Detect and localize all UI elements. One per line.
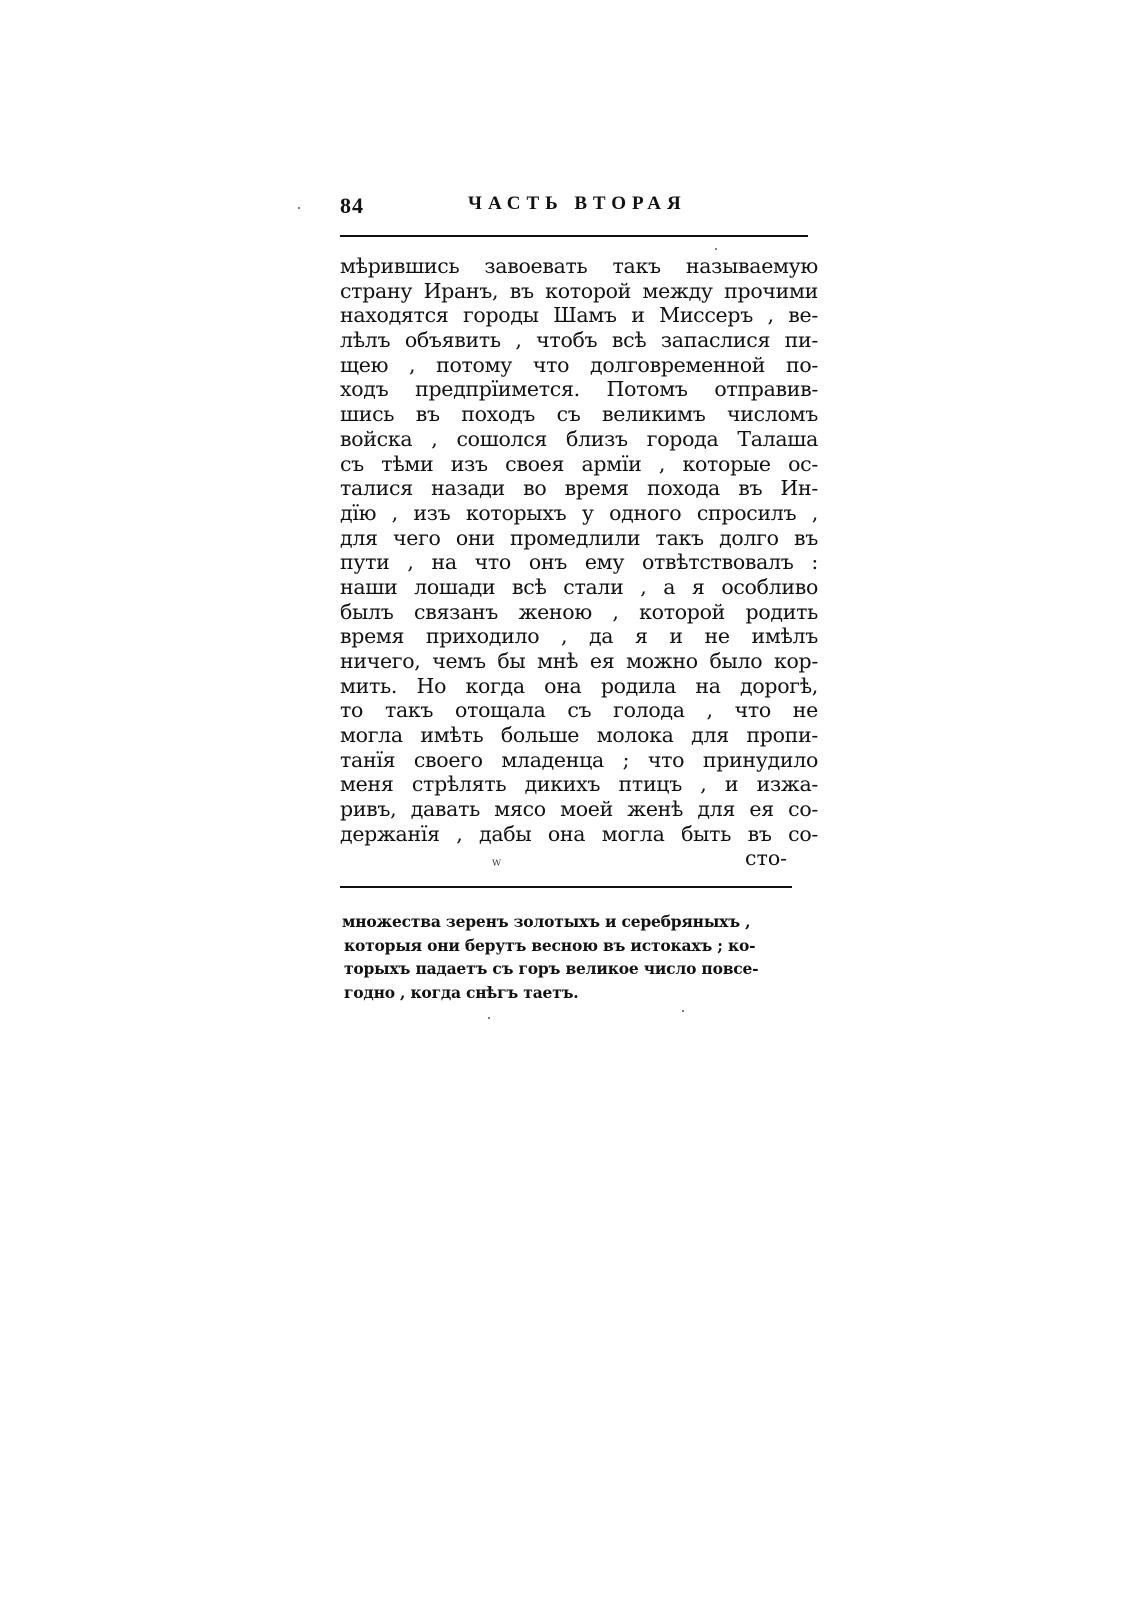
footnote-line: годно , когда снѣгъ таетъ. <box>344 982 579 1002</box>
text-line: шись въ походъ съ великимъ числомъ <box>340 402 818 427</box>
running-head: ЧАСТЬ ВТОРАЯ <box>468 193 687 214</box>
text-line: для чего они промедлили такъ долго въ <box>340 525 818 550</box>
header-rule <box>340 235 808 237</box>
text-line: страну Иранъ, въ которой между прочими <box>340 278 818 303</box>
text-line: войска , сошолся близъ города Талаша <box>340 426 818 451</box>
text-line: время приходило , да я и не имѣлъ <box>340 624 818 649</box>
text-line: ривъ, давать мясо моей женѣ для ея со- <box>340 797 818 822</box>
text-line: то такъ отощала съ голода , что не <box>340 698 818 723</box>
text-line: ходъ предпрїимется. Потомъ отправив- <box>340 377 818 402</box>
text-line: лѣлъ объявить , чтобъ всѣ запаслися пи- <box>340 328 818 353</box>
footnote <box>342 910 812 1004</box>
text-line: меня стрѣлять дикихъ птицъ , и изжа- <box>340 772 818 797</box>
text-line: съ тѣми изъ своея армїи , которые ос- <box>340 451 818 476</box>
scan-speck <box>298 207 300 209</box>
text-line: держанїя , дабы она могла быть въ со- <box>340 821 818 846</box>
text-line: мѣрившись завоевать такъ называемую <box>340 254 818 278</box>
catchword: сто- <box>745 846 788 870</box>
footnote-rule <box>340 886 792 888</box>
text-line: мить. Но когда она родила на дорогѣ, <box>340 673 818 698</box>
text-line: находятся городы Шамъ и Миссеръ , ве- <box>340 303 818 328</box>
text-line: дїю , изъ которыхъ у одного спросилъ , <box>340 500 818 525</box>
text-line: наши лошади всѣ стали , а я особливо <box>340 574 818 599</box>
footnote-line: множества зеренъ золотыхъ и серебряныхъ , <box>342 912 751 931</box>
text-line: танїя своего младенца ; что принудило <box>340 747 818 772</box>
footnote-line: которыя они берутъ весною въ истокахъ ; ко- <box>344 935 756 955</box>
footnote-line: торыхъ падаетъ съ горъ великое число повсе- <box>344 959 759 978</box>
main-text <box>340 254 818 847</box>
scan-speck <box>682 1010 684 1012</box>
text-line: ничего, чемъ бы мнѣ ея можно было кор- <box>340 649 818 673</box>
printer-mark-icon: ᵂ <box>492 858 502 874</box>
scan-speck <box>715 248 717 250</box>
text-line: могла имѣть больше молока для пропи- <box>340 723 818 748</box>
text-line: щею , потому что долговременной по- <box>340 352 818 377</box>
text-line: былъ связанъ женою , которой родить <box>340 599 818 624</box>
scan-speck <box>488 1017 490 1019</box>
text-line: талися назади во время похода въ Ин- <box>340 476 818 501</box>
text-line: пути , на что онъ ему отвѣтствовалъ : <box>340 550 818 575</box>
page-number: 84 <box>340 193 364 218</box>
